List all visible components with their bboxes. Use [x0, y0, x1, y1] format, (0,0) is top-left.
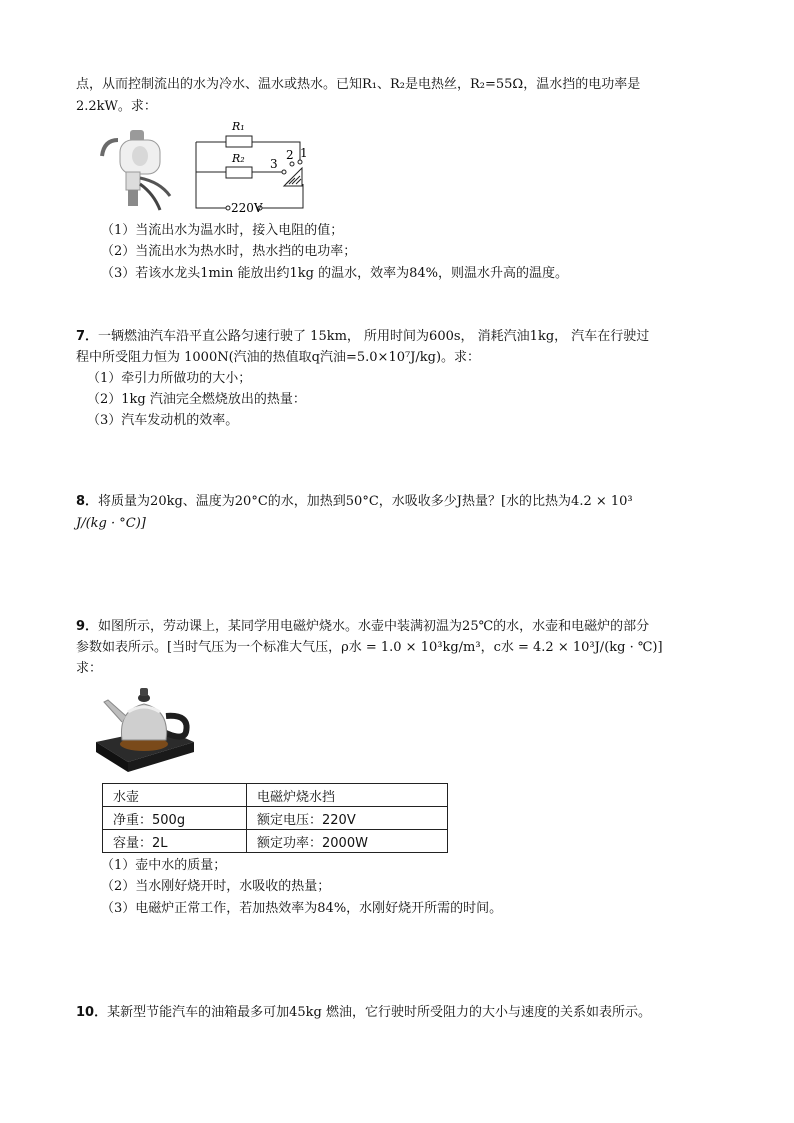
circuit-diagram: [188, 112, 318, 218]
q9-line3: 求：: [76, 661, 103, 676]
spec-table: [102, 783, 448, 853]
table-cell: 电磁炉烧水挡: [247, 784, 448, 807]
q7-item-1: （1）牵引力所做功的大小；: [87, 371, 252, 386]
table-row: [103, 784, 448, 807]
q9-text-line1: 如图所示，劳动课上，某同学用电磁炉烧水。水壶中装满初温为25℃的水，水壶和电磁炉的部分: [98, 619, 650, 634]
table-cell: 额定功率：2000W: [247, 830, 448, 853]
q7-item-2: （2）1kg 汽油完全燃烧放出的热量：: [87, 392, 306, 407]
table-row: [103, 830, 448, 853]
q10-line1: [76, 1003, 651, 1023]
table-cell: 额定电压：220V: [247, 807, 448, 830]
r1-label: R₁: [232, 120, 245, 133]
q7-item-3: （3）汽车发动机的效率。: [87, 413, 239, 428]
q9-item-3: （3）电磁炉正常工作，若加热效率为84%，水刚好烧开所需的时间。: [101, 901, 503, 916]
faucet-image: [96, 126, 188, 214]
r2-label: R₂: [232, 152, 245, 165]
resistor-r1: [226, 136, 252, 147]
q9-item-1: （1）壶中水的质量；: [101, 858, 227, 873]
q8-line1: [76, 492, 633, 512]
q6-intro-line2: 2.2kW。求：: [76, 99, 157, 114]
q6-intro-line1: 点，从而控制流出的水为冷水、温水或热水。已知R₁、R₂是电热丝，R₂=55Ω，温水挡的电功率是: [76, 77, 641, 92]
q7-text-line1: 一辆燃油汽车沿平直公路匀速行驶了 15km， 所用时间为600s， 消耗汽油1kg， 汽车在行驶过: [98, 329, 650, 344]
q7-line2: 程中所受阻力恒为 1000N(汽油的热值取q汽油=5.0×10⁷J/kg)。求：: [76, 350, 481, 365]
q10-number: 10．: [76, 1005, 108, 1020]
q6-item-1: （1）当流出水为温水时，接入电阻的值；: [101, 223, 344, 238]
q6-item-2: （2）当流出水为热水时，热水挡的电功率；: [101, 244, 357, 259]
q9-line1: [76, 617, 649, 637]
q9-number: 9．: [76, 619, 99, 634]
table-cell: 容量：2L: [103, 830, 247, 853]
q10-text-line1: 某新型节能汽车的油箱最多可加45kg 燃油，它行驶时所受阻力的大小与速度的关系如表所示。: [107, 1005, 651, 1020]
q6-item-3: （3）若该水龙头1min 能放出约1kg 的温水，效率为84%，则温水升高的温度。: [101, 266, 569, 281]
q8-text-line1: 将质量为20kg、温度为20°C的水，加热到50°C，水吸收多少J热量？[水的比热为4.2 × 10³: [98, 494, 633, 509]
contact-1-label: 1: [300, 146, 308, 160]
q7-number: 7．: [76, 329, 99, 344]
kettle-image: [92, 682, 198, 774]
contact-1: [298, 160, 302, 164]
q9-item-2: （2）当水刚好烧开时，水吸收的热量；: [101, 879, 331, 894]
table-cell: 净重：500g: [103, 807, 247, 830]
source-label: 220V: [231, 201, 263, 215]
q8-line2: J/(kg · °C)]: [76, 516, 146, 531]
contact-3: [282, 170, 286, 174]
resistor-r2: [226, 167, 252, 178]
contact-2: [290, 162, 294, 166]
q8-number: 8．: [76, 494, 99, 509]
q9-line2: 参数如表所示。[当时气压为一个标准大气压，ρ水 = 1.0 × 10³kg/m³，c水 = 4.2 × 10³J/(kg · ℃)]: [76, 640, 663, 655]
table-cell: 水壶: [103, 784, 247, 807]
contact-2-label: 2: [286, 148, 294, 162]
table-row: [103, 807, 448, 830]
q7-line1: [76, 327, 649, 347]
contact-3-label: 3: [270, 157, 278, 171]
